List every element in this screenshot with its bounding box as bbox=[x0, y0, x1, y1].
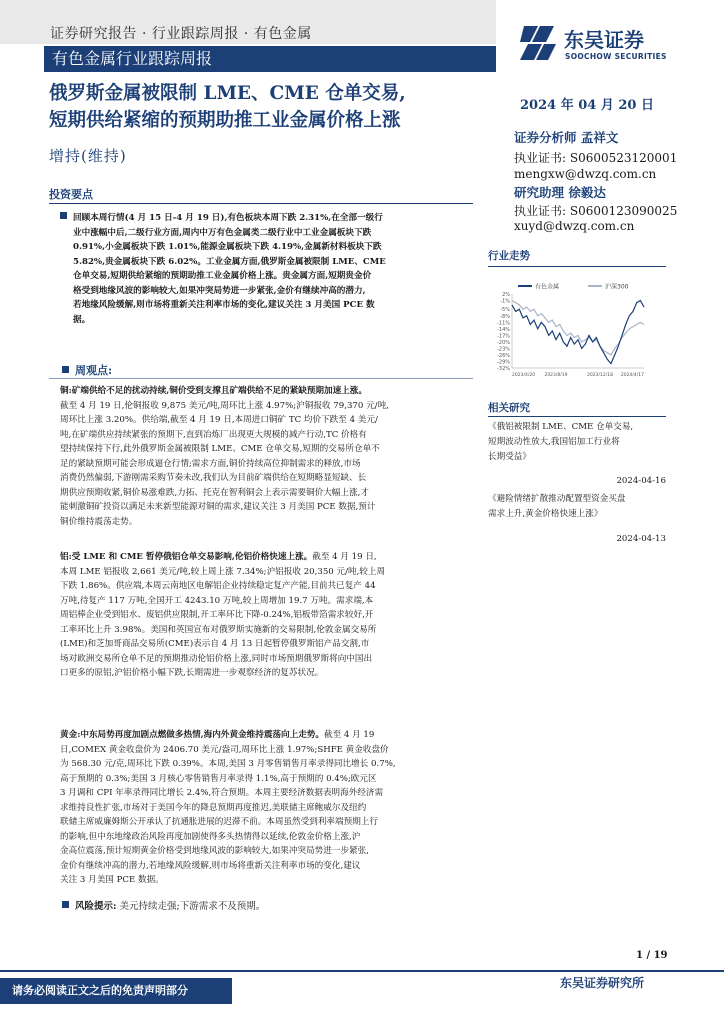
y-tick-label: -20% bbox=[497, 339, 510, 346]
bullet-icon bbox=[60, 212, 67, 219]
title-line: 短期供给紧缩的预期助推工业金属价格上涨 bbox=[49, 110, 401, 131]
text-line: 格受到地缘风波的影响较大,如果冲突局势进一步紧张,金价有继续冲高的潜力, bbox=[73, 285, 366, 296]
y-tick-label: -17% bbox=[497, 333, 510, 340]
report-date: 2024 年 04 月 20 日 bbox=[520, 98, 654, 113]
divider bbox=[49, 378, 473, 379]
legend-label: 有色金属 bbox=[535, 283, 560, 291]
aluminum-paragraph bbox=[60, 550, 472, 681]
related-date-1: 2024-04-16 bbox=[616, 476, 666, 486]
trend-title: 行业走势 bbox=[488, 250, 530, 262]
text-line: 场对欧洲交易所仓单不足的预期推动伦铝价格上涨,同时市场预期俄罗斯将向中国出 bbox=[60, 653, 373, 664]
text-line: 回顾本周行情(4 月 15 日-4 月 19 日),有色板块本周下跌 2.31%,在全部一级行 bbox=[60, 211, 472, 226]
y-tick-label: -23% bbox=[497, 346, 510, 353]
related-date-2: 2024-04-13 bbox=[616, 534, 666, 544]
related-title: 相关研究 bbox=[488, 402, 530, 414]
weekly-view-label: 周观点: bbox=[75, 364, 113, 377]
text-line: 本周 LME 铝报收 2,661 美元/吨,较上周上涨 7.34%;沪铝报收 20,350 元/吨,较上周 bbox=[60, 566, 386, 577]
analyst-email[interactable]: mengxw@dwzq.com.cn bbox=[514, 167, 657, 181]
risk-warning bbox=[62, 900, 474, 915]
assistant-cert: 执业证书: S0600123090025 bbox=[514, 204, 678, 218]
assistant-email[interactable]: xuyd@dwzq.com.cn bbox=[514, 219, 635, 233]
text-line: 口更多的原铝,沪铝价格小幅下跌,长期需进一步观察经济的复苏状况。 bbox=[60, 668, 324, 678]
bullet-icon bbox=[62, 901, 69, 908]
text-line: 求维持良性扩张,市场对于美国今年的降息预期再度推迟,美联储主席鲍威尔及纽约 bbox=[60, 802, 367, 813]
text-line: 万吨,待复产 117 万吨,全国开工 4243.10 万吨,较上周增加 19.7 万吨。需求端,本 bbox=[60, 595, 374, 606]
text-line: 日,COMEX 黄金收盘价为 2406.70 美元/盎司,周环比上涨 1.97%;SHFE 黄金收盘价 bbox=[60, 744, 389, 755]
text-line: 能刺激铜矿投资以满足未来新型能源对铜的需求,建议关注 3 月美国 PCE 数据,预计 bbox=[60, 502, 376, 512]
risk-label: 风险提示: bbox=[75, 901, 117, 912]
text-line: 足的紧缺预期可能会形成逼仓行情;需求方面,铜价持续高位抑制需求的释放,市场 bbox=[60, 458, 361, 469]
lead-line bbox=[60, 550, 472, 565]
lead-text: 黄金:中东局势再度加剧点燃做多热情,海内外黄金维持震荡向上走势。 bbox=[60, 730, 324, 740]
text-line: 5.82%,贵金属板块下跌 6.02%。工业金属方面,俄罗斯金属被限制 LME、CME bbox=[73, 256, 386, 267]
assistant-name: 研究助理 徐毅达 bbox=[514, 185, 606, 200]
text-line: 为 568.30 元/克,周环比下跌 0.39%。本周,美国 3 月零售销售月率录得同比增长 0.7%, bbox=[60, 759, 396, 769]
y-tick-label: -5% bbox=[500, 307, 510, 314]
lead-tail: 截至 4 月 19 日, bbox=[312, 552, 377, 562]
report-title bbox=[49, 80, 406, 134]
related-line: 《避险情绪扩散推动配置型资金买盘 bbox=[488, 494, 626, 504]
legend-label: 沪深300 bbox=[605, 283, 629, 291]
text-line: 金价有继续冲高的潜力,若地缘风险缓解,则市场将重新关注利率市场的变化,建议 bbox=[60, 860, 361, 871]
text-line: 仓单交易,短期供给紧缩的预期助推工业金属价格上涨。贵金属方面,短期贵金价 bbox=[73, 271, 372, 281]
y-tick-label: -11% bbox=[497, 320, 510, 327]
gold-paragraph bbox=[60, 728, 472, 888]
page-number: 1 / 19 bbox=[636, 950, 668, 961]
breadcrumb: 证券研究报告 · 行业跟踪周报 · 有色金属 bbox=[50, 26, 312, 42]
weekly-view-title bbox=[62, 362, 112, 378]
text-line: 高于预期的 0.3%;美国 3 月核心零售销售月率录得 1.1%,高于预期的 0.4%;欧元区 bbox=[60, 773, 377, 784]
footer-org: 东吴证券研究所 bbox=[560, 976, 645, 990]
logo-mark-icon bbox=[518, 24, 558, 62]
text-line: 期供应预期收紧,铜价易涨难跌,力拓、托克在智利铜会上表示需要铜价大幅上涨,才 bbox=[60, 487, 369, 498]
report-category: 有色金属行业跟踪周报 bbox=[44, 46, 496, 72]
text-line: 消费仍然偏弱,下游刚需采购节奏未改,我们认为目前矿端供给在短期略显短缺、长 bbox=[60, 473, 367, 483]
text-line: 联储主席威廉姆斯公开承认了抗通胀进展的迟滞不前。本周虽然受到利率端预期上行 bbox=[60, 817, 378, 827]
text-line: 3 月调和 CPI 年率录得同比增长 2.4%,符合预期。本周主要经济数据表明海外经济需 bbox=[60, 788, 384, 798]
text-line: 若地缘风险缓解,则市场将重新关注利率市场的变化,建议关注 3 月美国 PCE 数 bbox=[73, 300, 375, 310]
divider bbox=[488, 416, 666, 417]
company-logo bbox=[518, 24, 678, 64]
lead-text: 铜:矿端供给不足的扰动持续,铜价受到支撑且矿端供给不足的紧缺预期加速上涨。 bbox=[60, 386, 367, 396]
text-line: 截至 4 月 19 日,伦铜报收 9,875 美元/吨,周环比上涨 4.97%;沪铜报收 79,370 元/吨, bbox=[60, 400, 389, 411]
text-line: (LME)和芝加哥商品交易所(CME)表示自 4 月 13 日起暂停俄罗斯铝产品交割,市 bbox=[60, 639, 370, 649]
related-report-2[interactable] bbox=[488, 492, 626, 522]
text-line: 金高位震荡,预计短期黄金价格受到地缘风波的影响较大,如果冲突局势进一步紧张, bbox=[60, 846, 369, 856]
footer-rule bbox=[0, 970, 724, 972]
y-tick-label: -14% bbox=[497, 326, 510, 333]
text-line: 周铝棒企业受到铝水、废铝供应限制,开工率环比下降-0.24%,铝板带箔需求较好,开 bbox=[60, 610, 374, 620]
divider bbox=[49, 203, 473, 204]
text-line: 铜价维持震荡走势。 bbox=[60, 516, 138, 527]
lead-text: 铝:受 LME 和 CME 暂停俄铝仓单交易影响,伦铝价格快速上涨。 bbox=[60, 552, 313, 562]
text-line: 业中涨幅中后,二级行业方面,周内中万有色金属类二级行业中工业金属板块下跌 bbox=[73, 227, 372, 238]
logo-text-en: SOOCHOW SECURITIES bbox=[565, 52, 667, 61]
y-tick-label: -29% bbox=[497, 359, 510, 366]
analyst-cert: 执业证书: S0600523120001 bbox=[514, 151, 678, 165]
text-line: 0.91%,小金属板块下跌 1.01%,能源金属板块下跌 4.19%,金属新材料板块下跌 bbox=[73, 242, 382, 252]
lead-line bbox=[60, 384, 472, 399]
y-tick-label: -26% bbox=[497, 352, 510, 359]
text-line: 周环比上涨 3.20%。供给端,截至 4 月 19 日,本周进口铜矿 TC 均价下跌至 4 美元/ bbox=[60, 415, 378, 425]
x-tick-label: 2023/8/19 bbox=[544, 373, 568, 378]
highlights-title: 投资要点 bbox=[49, 188, 93, 201]
text-line: 下跌 1.86%。供应端,本周云南地区电解铝企业持续稳定复产产能,目前共已复产 44 bbox=[60, 581, 376, 591]
text-line: 吨,在矿端供应持续紧张的预期下,直到冶炼厂出现更大规模的减产行动,TC 价格有 bbox=[60, 429, 367, 440]
risk-text: 美元持续走强;下游需求不及预期。 bbox=[119, 901, 266, 912]
y-tick-label: 2% bbox=[502, 292, 510, 298]
x-tick-label: 2023/12/18 bbox=[587, 373, 613, 378]
industry-trend-chart bbox=[488, 280, 648, 390]
highlights-paragraph bbox=[60, 211, 472, 327]
text-line: 关注 3 月美国 PCE 数据。 bbox=[60, 875, 164, 885]
x-tick-label: 2024/4/17 bbox=[620, 373, 644, 378]
y-tick-label: -32% bbox=[497, 366, 510, 372]
related-line: 短期波动性放大,我国铝加工行业将 bbox=[488, 437, 620, 447]
text-line: 工率环比上升 3.98%。美国和英国宣布对俄罗斯实施新的交易限制,伦敦金属交易所 bbox=[60, 624, 377, 635]
analyst-name: 证券分析师 孟祥文 bbox=[514, 130, 619, 145]
related-report-1[interactable] bbox=[488, 420, 633, 465]
y-tick-label: -1% bbox=[500, 298, 510, 305]
text-line: 的影响,但中东地缘政治风险再度加剧使得多头热情得以延续,伦敦金价格上涨,沪 bbox=[60, 831, 361, 842]
text-line: 据。 bbox=[73, 314, 91, 325]
lead-line bbox=[60, 728, 472, 743]
related-line: 《俄铝被限制 LME、CME 仓单交易, bbox=[488, 422, 634, 432]
related-line: 需求上升,黄金价格快速上涨》 bbox=[488, 509, 603, 519]
copper-paragraph bbox=[60, 384, 472, 529]
logo-text-cn: 东吴证券 bbox=[564, 28, 644, 52]
related-line: 长期受益》 bbox=[488, 452, 531, 462]
bullet-icon bbox=[62, 366, 69, 373]
disclaimer-notice[interactable]: 请务必阅读正文之后的免责声明部分 bbox=[0, 978, 232, 1004]
lead-tail: 截至 4 月 19 bbox=[323, 730, 375, 740]
rating: 增持(维持) bbox=[49, 147, 127, 165]
divider bbox=[488, 266, 666, 267]
x-tick-label: 2023/4/20 bbox=[512, 373, 536, 378]
text-line: 望持续保持下行,此外俄罗斯金属被限制 LME、CME 仓单交易,短期的交易所仓单不 bbox=[60, 444, 380, 454]
y-tick-label: -8% bbox=[500, 313, 510, 320]
title-line: 俄罗斯金属被限制 LME、CME 仓单交易, bbox=[49, 83, 406, 104]
